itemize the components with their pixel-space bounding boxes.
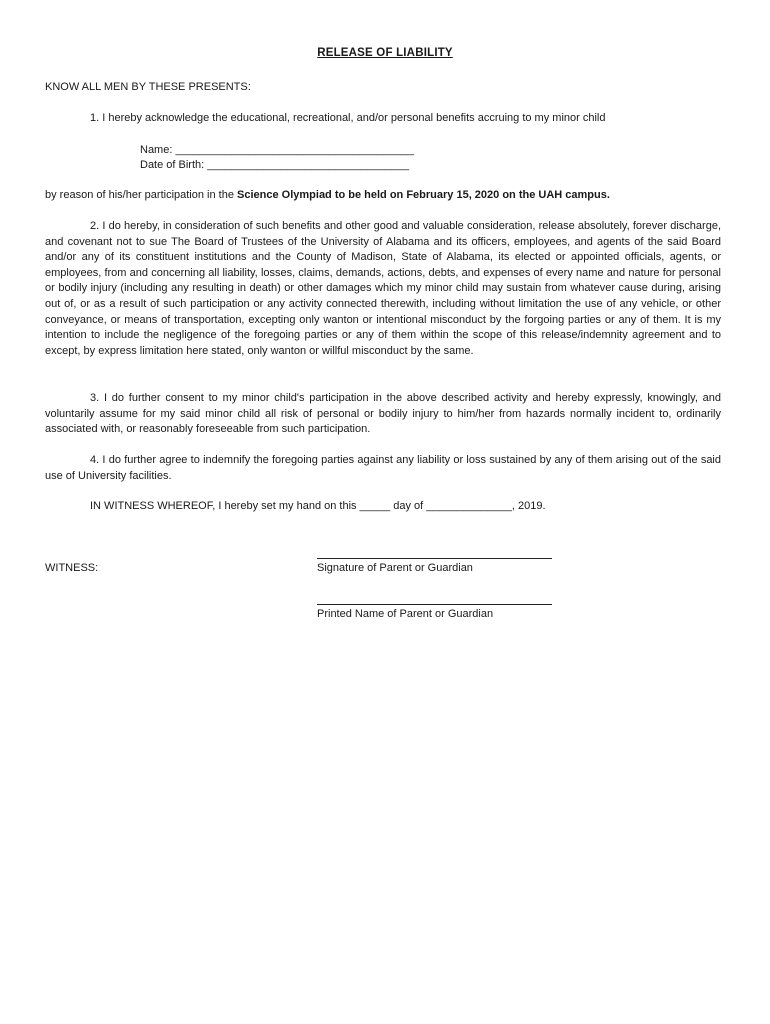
child-dob-field[interactable]: Date of Birth: _________________________________ <box>140 159 410 171</box>
signature-label: Signature of Parent or Guardian <box>317 562 473 574</box>
document-title: RELEASE OF LIABILITY <box>317 47 453 59</box>
participation-reason <box>45 189 610 201</box>
paragraph-3: 3. I do further consent to my minor child's participation in the above described activity and hereby expressly, knowingly, and voluntarily assume for my said minor child all risk of personal or bodily injury to him/her from hazards normally incident to, ordinarily associated with, or reasonably foreseeable from such participation. <box>45 392 721 436</box>
paragraph-2: 2. I do hereby, in consideration of such benefits and other good and valuable consideration, release absolutely, forever discharge, and covenant not to sue The Board of Trustees of the University of Alabama and its officers, employees, and agents of the said Board and/or any of its constituent institutions and the County of Madison, State of Alabama, its elected or appointed officials, agents, or employees, from and concerning all liability, losses, claims, demands, actions, debts, and expenses of every name and nature for personal or bodily injury (including any resulting in death) or other damages which my minor child may sustain from whatever cause during, arising out of, or as a result of such participation or any activity connected therewith, including without limitation the use of any vehicle, or other conveyance, or means of transportation, excepting only wanton or intentional misconduct by the forgoing parties or any of them. It is my intention to include the negligence of the foregoing parties or any of them within the scope of this release/indemnity agreement and to except, by express limitation here stated, only wanton or willful misconduct by the same. <box>45 220 721 357</box>
witness-label: WITNESS: <box>45 562 99 574</box>
signature-line[interactable] <box>317 558 552 559</box>
witness-whereof-line: IN WITNESS WHEREOF, I hereby set my hand on this _____ day of ______________, 2019. <box>90 500 546 512</box>
printed-name-line[interactable] <box>317 604 552 605</box>
printed-name-label: Printed Name of Parent or Guardian <box>317 608 494 620</box>
event-details: Science Olympiad to be held on February 15, 2020 on the UAH campus. <box>237 189 610 201</box>
opening-line: KNOW ALL MEN BY THESE PRESENTS: <box>45 81 251 93</box>
paragraph-1: 1. I hereby acknowledge the educational, recreational, and/or personal benefits accruing to my minor child <box>90 112 606 124</box>
paragraph-4: 4. I do further agree to indemnify the foregoing parties against any liability or loss sustained by any of them arising out of the said use of University facilities. <box>45 454 721 482</box>
child-name-field[interactable]: Name: _______________________________________ <box>140 144 415 156</box>
reason-prefix: by reason of his/her participation in the <box>45 189 238 201</box>
